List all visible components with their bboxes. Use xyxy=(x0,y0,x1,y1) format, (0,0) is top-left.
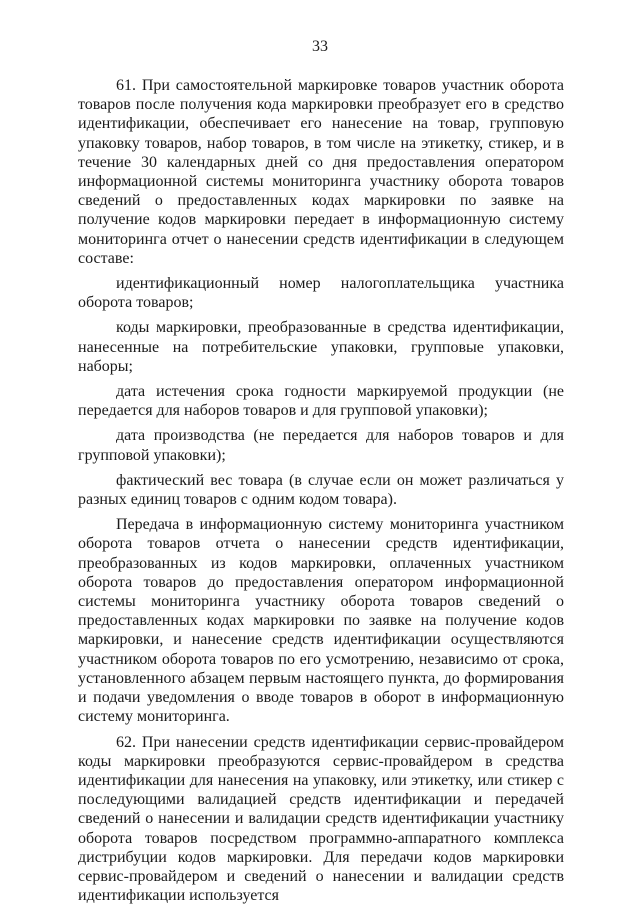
paragraph-61-intro: 61. При самостоятельной маркировке товаров участник оборота товаров после получения кода маркировки преобразует его в средство идентификации, обеспечивает его нанесение на товар, групповую упаковку товаров, набор товаров, в том числе на этикетку, стикер, и в течение 30 календарных дней со дня предоставления оператором информационной системы мониторинга участнику оборота товаров сведений о предоставленных кодах маркировки по заявке на получение кодов маркировки передает в информационную систему мониторинга отчет о нанесении средств идентификации в следующем составе: xyxy=(78,77,564,267)
paragraph-inn: идентификационный номер налогоплательщика участника оборота товаров; xyxy=(78,275,564,312)
paragraph-62-service-provider: 62. При нанесении средств идентификации сервис-провайдером коды маркировки преобразуются сервис-провайдером в средства идентификации для нанесения на упаковку, или этикетку, или стикер с последующими валидацией средств идентификации и передачей сведений о нанесении и валидации средств идентификации участнику оборота товаров посредством программно-аппаратного комплекса дистрибуции кодов маркировки. Для передачи кодов маркировки сервис-провайдером и сведений о нанесении и валидации средств идентификации используется xyxy=(78,733,564,905)
paragraph-actual-weight: фактический вес товара (в случае если он может различаться у разных единиц товаров с одним кодом товара). xyxy=(78,471,564,509)
paragraph-marking-codes: коды маркировки, преобразованные в средства идентификации, нанесенные на потребительские упаковки, групповые упаковки, наборы; xyxy=(78,319,564,375)
document-body xyxy=(78,76,564,905)
paragraph-production-date: дата производства (не передается для наборов товаров и для групповой упаковки); xyxy=(78,427,564,464)
paragraph-report-transfer: Передача в информационную систему мониторинга участником оборота товаров отчета о нанесении средств идентификации, преобразованных из кодов маркировки, оплаченных участником оборота товаров до предоставления оператором информационной системы мониторинга участнику оборота товаров сведений о предоставленных кодах маркировки по заявке на получение кодов маркировки, и нанесение средств идентификации осуществляются участником оборота товаров по его усмотрению, независимо от срока, установленного абзацем первым настоящего пункта, до формирования и подачи уведомления о вводе товаров в оборот в информационную систему мониторинга. xyxy=(78,516,564,726)
page-number: 33 xyxy=(312,38,328,55)
paragraph-expiry-date: дата истечения срока годности маркируемой продукции (не передается для наборов товаров и для групповой упаковки); xyxy=(78,383,564,420)
